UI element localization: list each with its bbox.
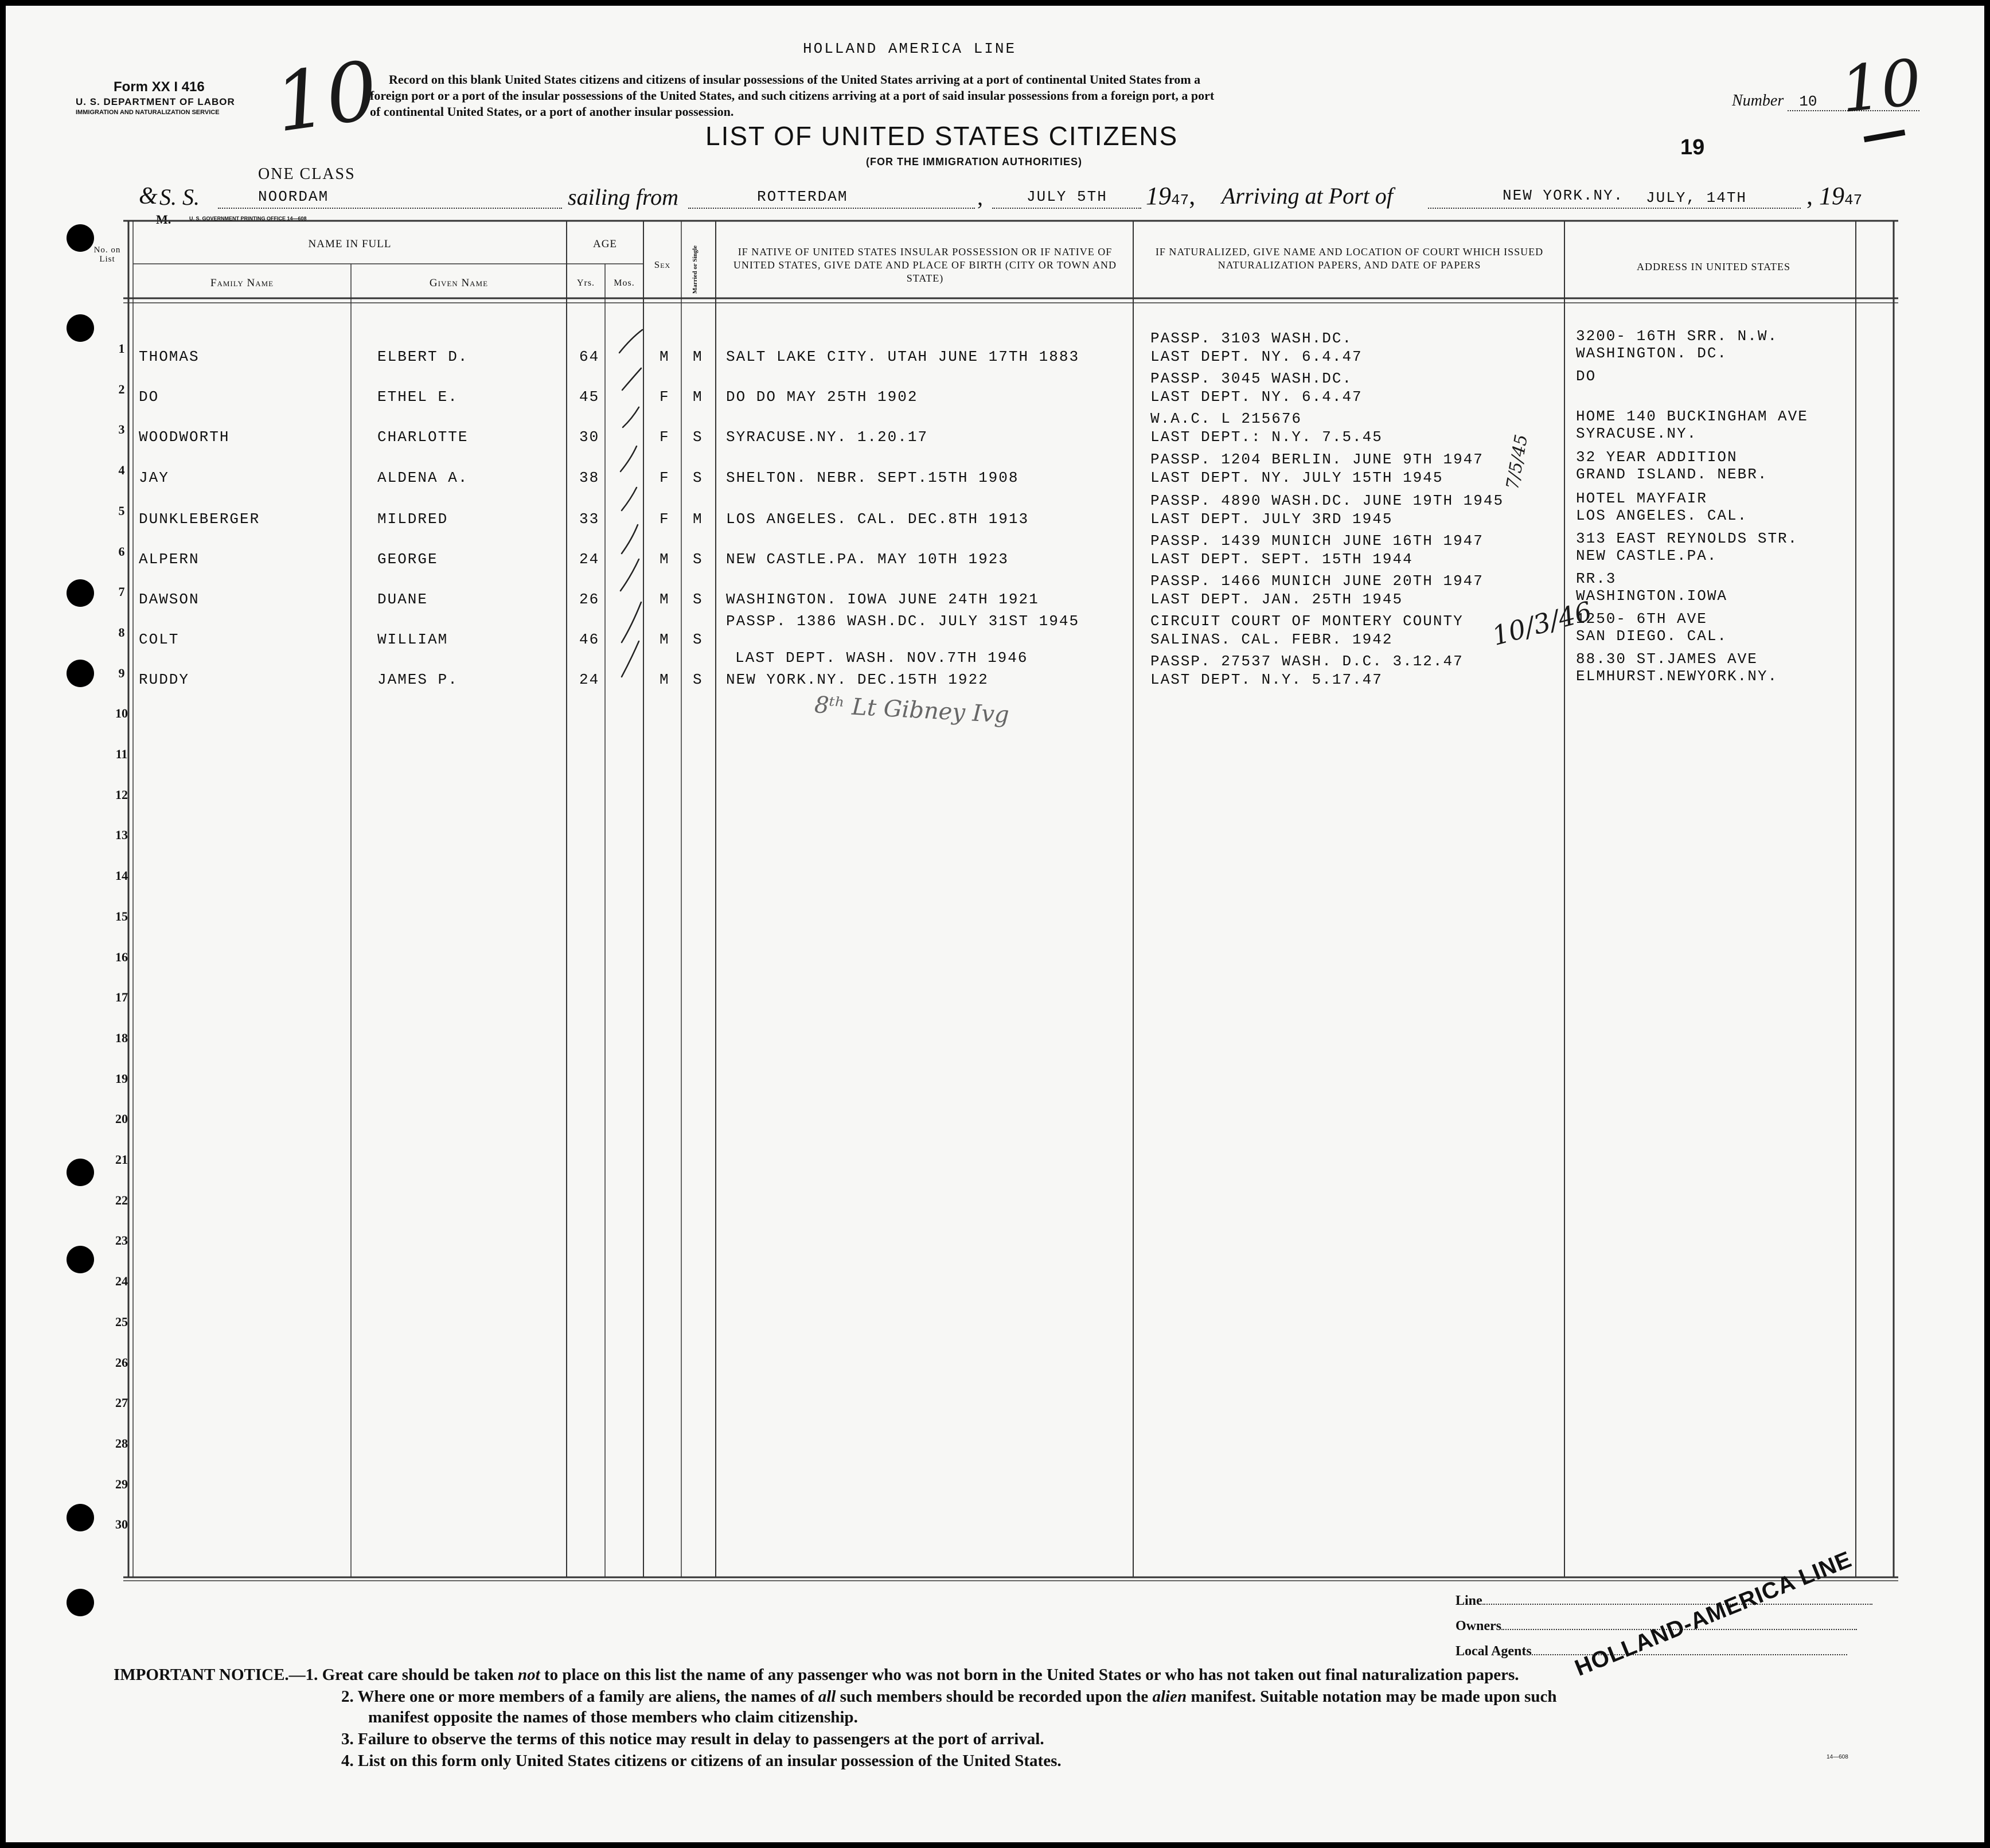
col-header-given-name: Given Name (429, 277, 489, 289)
row-number: 18 (115, 1030, 128, 1045)
form-number: Form XX I 416 (114, 79, 205, 95)
notice-line-2-cont: manifest opposite the names of those members who claim citizenship. (368, 1708, 858, 1726)
age-years: 45 (579, 388, 600, 406)
row-number: 30 (115, 1517, 128, 1532)
col-header-yrs: Yrs. (576, 278, 595, 288)
sailing-label: sailing from (568, 184, 678, 210)
address-1: HOME 140 BUCKINGHAM AVE (1576, 408, 1808, 425)
row-number: 11 (115, 747, 128, 761)
address-1: 3200- 16TH SRR. N.W. (1576, 328, 1778, 345)
col-header-naturalized: IF NATURALIZED, GIVE NAME AND LOCATION OF COURT WHICH ISSUED NATURALIZATION PAPERS, AND DATE OF PAPERS (1155, 246, 1544, 271)
sex: F (660, 388, 670, 406)
comma-1: , (977, 184, 983, 210)
family-name: COLT (139, 631, 180, 648)
naturalization-1: PASSP. 1466 MUNICH JUNE 20TH 1947 (1150, 572, 1484, 590)
address-2: NEW CASTLE.PA. (1576, 547, 1718, 564)
agents-label-text: Local Agents (1456, 1644, 1532, 1659)
naturalization-2: LAST DEPT. N.Y. 5.17.47 (1150, 671, 1383, 688)
arriving-label: Arriving at Port of (1222, 183, 1393, 209)
given-name: WILLIAM (377, 631, 448, 648)
row-number: 24 (115, 1274, 128, 1289)
family-name: JAY (139, 469, 169, 486)
family-name: DAWSON (139, 591, 200, 608)
company-stamp: HOLLAND-AMERICA LINE (1571, 1546, 1856, 1681)
row-number: 1 (118, 341, 125, 356)
given-name: MILDRED (377, 510, 448, 528)
row-number: 12 (115, 787, 128, 802)
sex: F (660, 469, 670, 486)
marital-status: M (693, 510, 703, 528)
address-2: ELMHURST.NEWYORK.NY. (1576, 668, 1778, 685)
age-years: 46 (579, 631, 600, 648)
sex: M (660, 671, 670, 688)
sex: F (660, 510, 670, 528)
age-years: 24 (579, 551, 600, 568)
marital-status: S (693, 631, 703, 648)
col-header-sex: Sex (654, 259, 671, 270)
birth-info: SALT LAKE CITY. UTAH JUNE 17TH 1883 (726, 348, 1080, 365)
departure-year-value: 47 (1171, 192, 1189, 209)
sex: M (660, 591, 670, 608)
form-code: 14—608 (1827, 1754, 1848, 1760)
notice-line-3: 3. Failure to observe the terms of this notice may result in delay to passengers at the port of arrival. (341, 1730, 1044, 1748)
birth-info: LOS ANGELES. CAL. DEC.8TH 1913 (726, 510, 1029, 528)
marital-status: S (693, 551, 703, 568)
punch-hole (67, 660, 94, 687)
family-name: THOMAS (139, 348, 200, 365)
marital-status: S (693, 591, 703, 608)
given-name: CHARLOTTE (377, 428, 469, 446)
punch-hole (67, 1159, 94, 1186)
printing-office: U. S. GOVERNMENT PRINTING OFFICE 14—608 (189, 216, 307, 221)
row-number: 9 (118, 665, 125, 680)
row-number: 22 (115, 1192, 128, 1207)
marital-status: M (693, 388, 703, 406)
service: IMMIGRATION AND NATURALIZATION SERVICE (76, 109, 220, 116)
instructions-line-3: of continental United States, or a port of another insular possession. (370, 104, 734, 119)
naturalization-1: PASSP. 3045 WASH.DC. (1150, 370, 1353, 387)
address-2: WASHINGTON.IOWA (1576, 587, 1728, 605)
col-header-family-name: Family Name (210, 277, 274, 289)
given-name: DUANE (377, 591, 428, 608)
row-number: 2 (118, 381, 125, 396)
birth-info-2: LAST DEPT. WASH. NOV.7TH 1946 (735, 649, 1028, 666)
row-number: 6 (118, 544, 125, 559)
address-2: GRAND ISLAND. NEBR. (1576, 466, 1768, 483)
naturalization-2: LAST DEPT. JAN. 25TH 1945 (1150, 591, 1403, 608)
age-years: 38 (579, 469, 600, 486)
arrival-date: JULY, 14TH (1646, 189, 1747, 206)
notice-2c: such members should be recorded upon the (836, 1687, 1153, 1706)
notice-2d: alien (1152, 1687, 1187, 1706)
col-header-address: ADDRESS IN UNITED STATES (1636, 261, 1791, 272)
birth-info: SYRACUSE.NY. 1.20.17 (726, 428, 928, 446)
line-label (1456, 1593, 1872, 1609)
notice-line-1 (114, 1666, 1519, 1685)
marital-status: S (693, 469, 703, 486)
address-1: 313 EAST REYNOLDS STR. (1576, 530, 1798, 547)
row-number: 5 (118, 503, 125, 518)
address-1: RR.3 (1576, 570, 1617, 587)
naturalization-2: LAST DEPT. NY. 6.4.47 (1150, 348, 1363, 365)
row-number: 25 (115, 1314, 128, 1329)
row-number: 13 (115, 828, 128, 843)
notice-1c: to place on this list the name of any passenger who was not born in the United States or who has not taken out final naturalization papers. (540, 1666, 1519, 1684)
birth-info: NEW YORK.NY. DEC.15TH 1922 (726, 671, 989, 688)
birth-info: SHELTON. NEBR. SEPT.15TH 1908 (726, 469, 1019, 486)
row-number: 8 (118, 625, 125, 640)
family-name: ALPERN (139, 551, 200, 568)
document-title: LIST OF UNITED STATES CITIZENS (705, 121, 1179, 151)
notice-2b: all (818, 1687, 836, 1706)
col-header-name-in-full: NAME IN FULL (308, 238, 392, 250)
departure-year-prefix: 19 (1146, 182, 1171, 210)
notice-1a: Great care should be taken (322, 1666, 518, 1684)
punch-hole (67, 314, 94, 342)
notice-1b: not (517, 1666, 540, 1684)
m-label: M. (156, 212, 171, 227)
col-header-age: AGE (592, 238, 618, 250)
col-header-no: No. on List (93, 245, 121, 264)
address-1: DO (1576, 368, 1597, 385)
row-number: 19 (115, 1071, 128, 1086)
address-1: 1250- 6TH AVE (1576, 610, 1707, 627)
punch-hole (67, 579, 94, 607)
arrival-port: NEW YORK.NY. (1503, 187, 1624, 204)
notice-title: IMPORTANT NOTICE.—1. (114, 1666, 318, 1684)
row-number: 17 (115, 990, 128, 1005)
row-number: 4 (118, 463, 125, 478)
naturalization-1: W.A.C. L 215676 (1150, 410, 1302, 427)
col-header-mos: Mos. (614, 278, 635, 288)
row-number: 27 (115, 1395, 128, 1410)
age-years: 26 (579, 591, 600, 608)
row-number: 28 (115, 1436, 128, 1451)
instructions-line-2: foreign port or a port of the insular possessions of the United States, and such citizens arriving at a port of said insular possessions from a foreign port, a port (370, 88, 1215, 103)
naturalization-2: LAST DEPT.: N.Y. 7.5.45 (1150, 428, 1383, 446)
birth-info: DO DO MAY 25TH 1902 (726, 388, 918, 406)
naturalization-2: LAST DEPT. SEPT. 15TH 1944 (1150, 551, 1413, 568)
row-number: 20 (115, 1112, 128, 1126)
address-2: WASHINGTON. DC. (1576, 345, 1728, 362)
age-years: 33 (579, 510, 600, 528)
marital-status: M (693, 348, 703, 365)
ship-name: NOORDAM (258, 188, 329, 205)
row-number: 10 (115, 706, 128, 721)
notice-line-4: 4. List on this form only United States citizens or citizens of an insular possession of the United States. (341, 1752, 1062, 1770)
address-2: LOS ANGELES. CAL. (1576, 507, 1748, 524)
given-name: GEORGE (377, 551, 438, 568)
document-subtitle: (FOR THE IMMIGRATION AUTHORITIES) (866, 156, 1082, 167)
family-name: DUNKLEBERGER (139, 510, 260, 528)
naturalization-1: PASSP. 4890 WASH.DC. JUNE 19TH 1945 (1150, 492, 1504, 509)
year-prefix: 19 (1680, 135, 1705, 159)
col-header-married: Married or Single (692, 245, 699, 294)
age-years: 30 (579, 428, 600, 446)
birth-info: WASHINGTON. IOWA JUNE 24TH 1921 (726, 591, 1039, 608)
number-value: 10 (1788, 92, 1919, 111)
handwritten-number-left: 10 (269, 44, 384, 151)
departure-port: ROTTERDAM (757, 188, 848, 205)
row-number: 16 (115, 949, 128, 964)
instructions-line-1: Record on this blank United States citizens and citizens of insular possessions of the United States arriving at a port of continental United States from a (389, 72, 1201, 87)
punch-hole (67, 1589, 94, 1616)
number-label-text: Number (1732, 92, 1784, 110)
row-number: 3 (118, 422, 125, 437)
owners-label-text: Owners (1456, 1619, 1501, 1633)
punch-hole (67, 224, 94, 252)
marital-status: S (693, 671, 703, 688)
given-name: JAMES P. (377, 671, 458, 688)
birth-info: NEW CASTLE.PA. MAY 10TH 1923 (726, 551, 1009, 568)
age-years: 24 (579, 671, 600, 688)
marital-status: S (693, 428, 703, 446)
family-name: WOODWORTH (139, 428, 230, 446)
handwritten-number-right: 10 (1837, 45, 1925, 127)
departure-date: JULY 5TH (1027, 188, 1107, 205)
address-2: SAN DIEGO. CAL. (1576, 627, 1728, 645)
row-number: 23 (115, 1233, 128, 1248)
ss-prefix: & (139, 183, 158, 209)
notice-2e: manifest. Suitable notation may be made upon such (1187, 1687, 1557, 1706)
notice-2a: 2. Where one or more members of a family are aliens, the names of (341, 1687, 818, 1706)
row-number: 7 (118, 584, 125, 599)
address-1: 32 YEAR ADDITION (1576, 449, 1738, 466)
naturalization-2: LAST DEPT. NY. 6.4.47 (1150, 388, 1363, 406)
given-name: ALDENA A. (377, 469, 469, 486)
punch-hole (67, 1246, 94, 1273)
age-years: 64 (579, 348, 600, 365)
naturalization-1: PASSP. 3103 WASH.DC. (1150, 330, 1353, 347)
row-number: 15 (115, 909, 128, 923)
row-number: 26 (115, 1355, 128, 1370)
arrival-year: , 1947 (1806, 182, 1863, 210)
annotation-scrawl: 8ᵗʰ Lt Gibney Ivg (814, 692, 1010, 728)
row-number: 14 (115, 868, 128, 883)
sex: M (660, 348, 670, 365)
birth-info: PASSP. 1386 WASH.DC. JULY 31ST 1945 (726, 613, 1080, 630)
arrival-year-value: 47 (1844, 192, 1863, 209)
company-name: HOLLAND AMERICA LINE (803, 40, 1017, 57)
sex: M (660, 631, 670, 648)
given-name: ETHEL E. (377, 388, 458, 406)
row-number: 29 (115, 1476, 128, 1491)
naturalization-1: PASSP. 27537 WASH. D.C. 3.12.47 (1150, 653, 1464, 670)
departure-year: 1947, (1146, 182, 1196, 210)
manifest-sheet (6, 6, 1984, 1842)
naturalization-1: PASSP. 1204 BERLIN. JUNE 9TH 1947 (1150, 451, 1484, 468)
ss-label: S. S. (159, 184, 200, 210)
address-2: SYRACUSE.NY. (1576, 425, 1698, 442)
naturalization-1: PASSP. 1439 MUNICH JUNE 16TH 1947 (1150, 532, 1484, 549)
family-name: DO (139, 388, 159, 406)
family-name: RUDDY (139, 671, 190, 688)
sex: M (660, 551, 670, 568)
row-number: 21 (115, 1152, 128, 1167)
class-note: ONE CLASS (258, 165, 356, 183)
annotation-date-jay: 7/5/45 (1503, 432, 1532, 492)
naturalization-2: LAST DEPT. NY. JULY 15TH 1945 (1150, 469, 1443, 486)
punch-hole (67, 1504, 94, 1531)
address-1: HOTEL MAYFAIR (1576, 490, 1707, 507)
address-1: 88.30 ST.JAMES AVE (1576, 650, 1758, 668)
naturalization-2: LAST DEPT. JULY 3RD 1945 (1150, 510, 1393, 528)
col-header-native: IF NATIVE OF UNITED STATES INSULAR POSSESSION OR IF NATIVE OF UNITED STATES, GIVE DATE AND PLACE OF BIRTH (CITY OR TOWN AND STATE) (733, 246, 1117, 284)
naturalization-2: SALINAS. CAL. FEBR. 1942 (1150, 631, 1393, 648)
arrival-year-prefix: 19 (1819, 182, 1844, 210)
given-name: ELBERT D. (377, 348, 469, 365)
notice-line-2 (341, 1687, 1556, 1706)
annotation-date-colt: 10/3/46 (1489, 595, 1595, 652)
naturalization-1: CIRCUIT COURT OF MONTERY COUNTY (1150, 613, 1464, 630)
sex: F (660, 428, 670, 446)
department: U. S. DEPARTMENT OF LABOR (76, 96, 235, 107)
line-label-text: Line (1456, 1593, 1482, 1608)
